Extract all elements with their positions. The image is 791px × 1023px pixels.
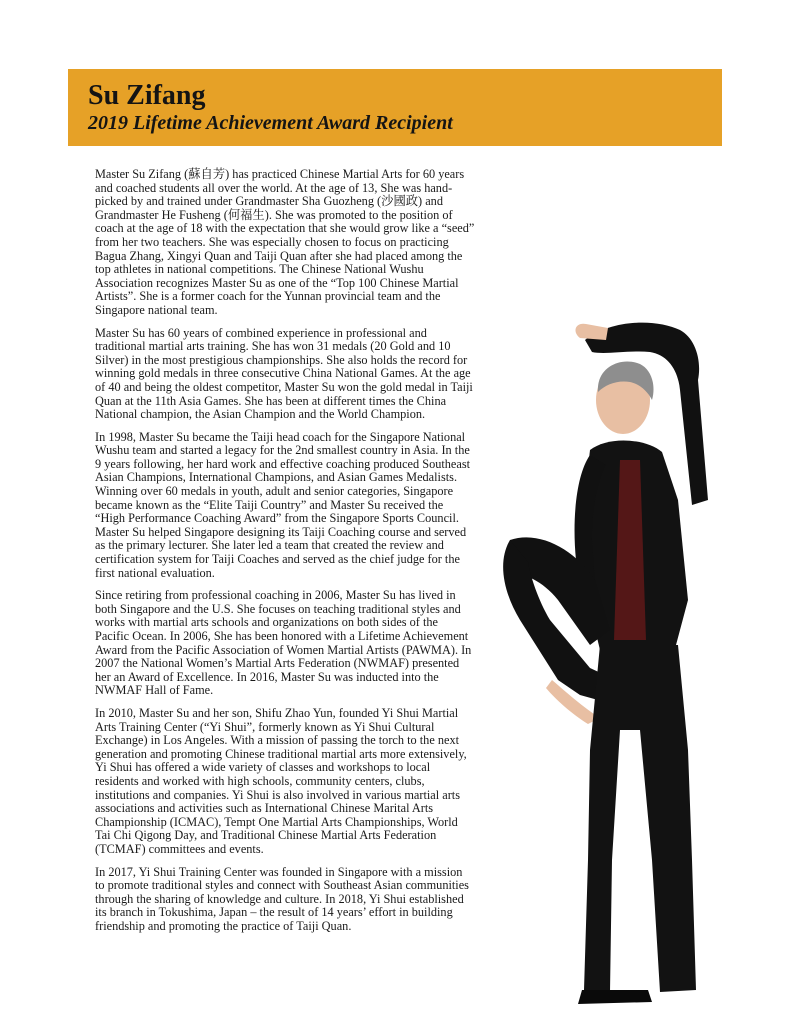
paragraph-yi-shui-founding: In 2010, Master Su and her son, Shifu Zhao Yun, founded Yi Shui Martial Arts Training Center (“Yi Shui”, formerly known as Yi Shui Cultural Exchange) in Los Angeles. With a mission of passing the torch to the next generation and promoting Chinese traditional martial arts more extensively, Yi Shui has offered a wide variety of classes and workshops to local residents and worked with high schools, community centers, clubs, institutions and companies. Yi Shui is also involved in various martial arts associations and activities such as International Chinese Marital Arts Championship (ICMAC), Tempt One Martial Arts Championships, World Tai Chi Qigong Day, and Traditional Chinese Martial Arts Federation (TCMAF) committees and events. bbox=[95, 705, 467, 856]
title-banner bbox=[68, 69, 722, 146]
portrait-photo bbox=[480, 300, 791, 1023]
page-subtitle: 2019 Lifetime Achievement Award Recipient bbox=[88, 112, 453, 134]
article-body bbox=[95, 168, 475, 942]
paragraph-experience: Master Su has 60 years of combined experience in professional and traditional martial arts training. She has won 31 medals (20 Gold and 10 Silver) in the most prestigious championships. She also holds the record for winning gold medals in three consecutive China National Games. At the age of 40 and being the oldest competitor, Master Su won the gold medal in Taiji Quan at the 11th Asia Games. She has been at different times the China National champion, the Asian Champion and the World Champion. bbox=[95, 325, 473, 422]
page-title: Su Zifang bbox=[88, 80, 206, 111]
paragraph-retirement: Since retiring from professional coaching in 2006, Master Su has lived in both Singapore and the U.S. She focuses on teaching traditional styles and works with martial arts schools and organizations on both sides of the Pacific Ocean. In 2006, She has been honored with a Lifetime Achievement Award from the Pacific Association of Women Martial Artists (PAWMA). In 2007 the National Women’s Martial Arts Federation (NWMAF) presented her an Award of Excellence. In 2016, Master Su was inducted into the NWMAF Hall of Fame. bbox=[95, 588, 472, 698]
martial-artist-figure bbox=[480, 300, 791, 1023]
paragraph-biography: Master Su Zifang (蘇自芳) has practiced Chinese Martial Arts for 60 years and coached students all over the world. At the age of 13, She was hand-picked by and trained under Grandmaster Sha Guozheng (沙國政) and Grandmaster He Fusheng (何福生). She was promoted to the position of coach at the age of 18 with the expectation that she would grow like a “seed” from her two teachers. She was especially chosen to focus on practicing Bagua Zhang, Xingyi Quan and Taiji Quan after she had placed among the top athletes in national competitions. The Chinese National Wushu Association recognizes Master Su as one of the “Top 100 Chinese Martial Artists”. She is a former coach for the Yunnan provincial team and the Singapore national team. bbox=[95, 167, 475, 317]
paragraph-singapore-coaching: In 1998, Master Su became the Taiji head coach for the Singapore National Wushu team and started a legacy for the 2nd smallest country in Asia. In the 9 years following, her hard work and effective coaching produced Southeast Asian Champions, International Champions, and Asian Games Medalists. Winning over 60 medals in youth, adult and senior categories, Singapore became known as the “Elite Taiji Country” and Master Su received the “High Performance Coaching Award” from the Singapore Sports Council. Master Su helped Singapore designing its Taiji Coaching course and served as the primary lecturer. She later led a team that created the review and certification system for Taiji Coaches and served as the chief judge for the first national evaluation. bbox=[95, 429, 471, 580]
paragraph-yi-shui-expansion: In 2017, Yi Shui Training Center was founded in Singapore with a mission to promote traditional styles and connect with Southeast Asian communities through the sharing of knowledge and culture. In 2018, Yi Shui established its branch in Tokushima, Japan – the result of 14 years’ effort in building friendship and promoting the practice of Taiji Quan. bbox=[95, 864, 469, 933]
